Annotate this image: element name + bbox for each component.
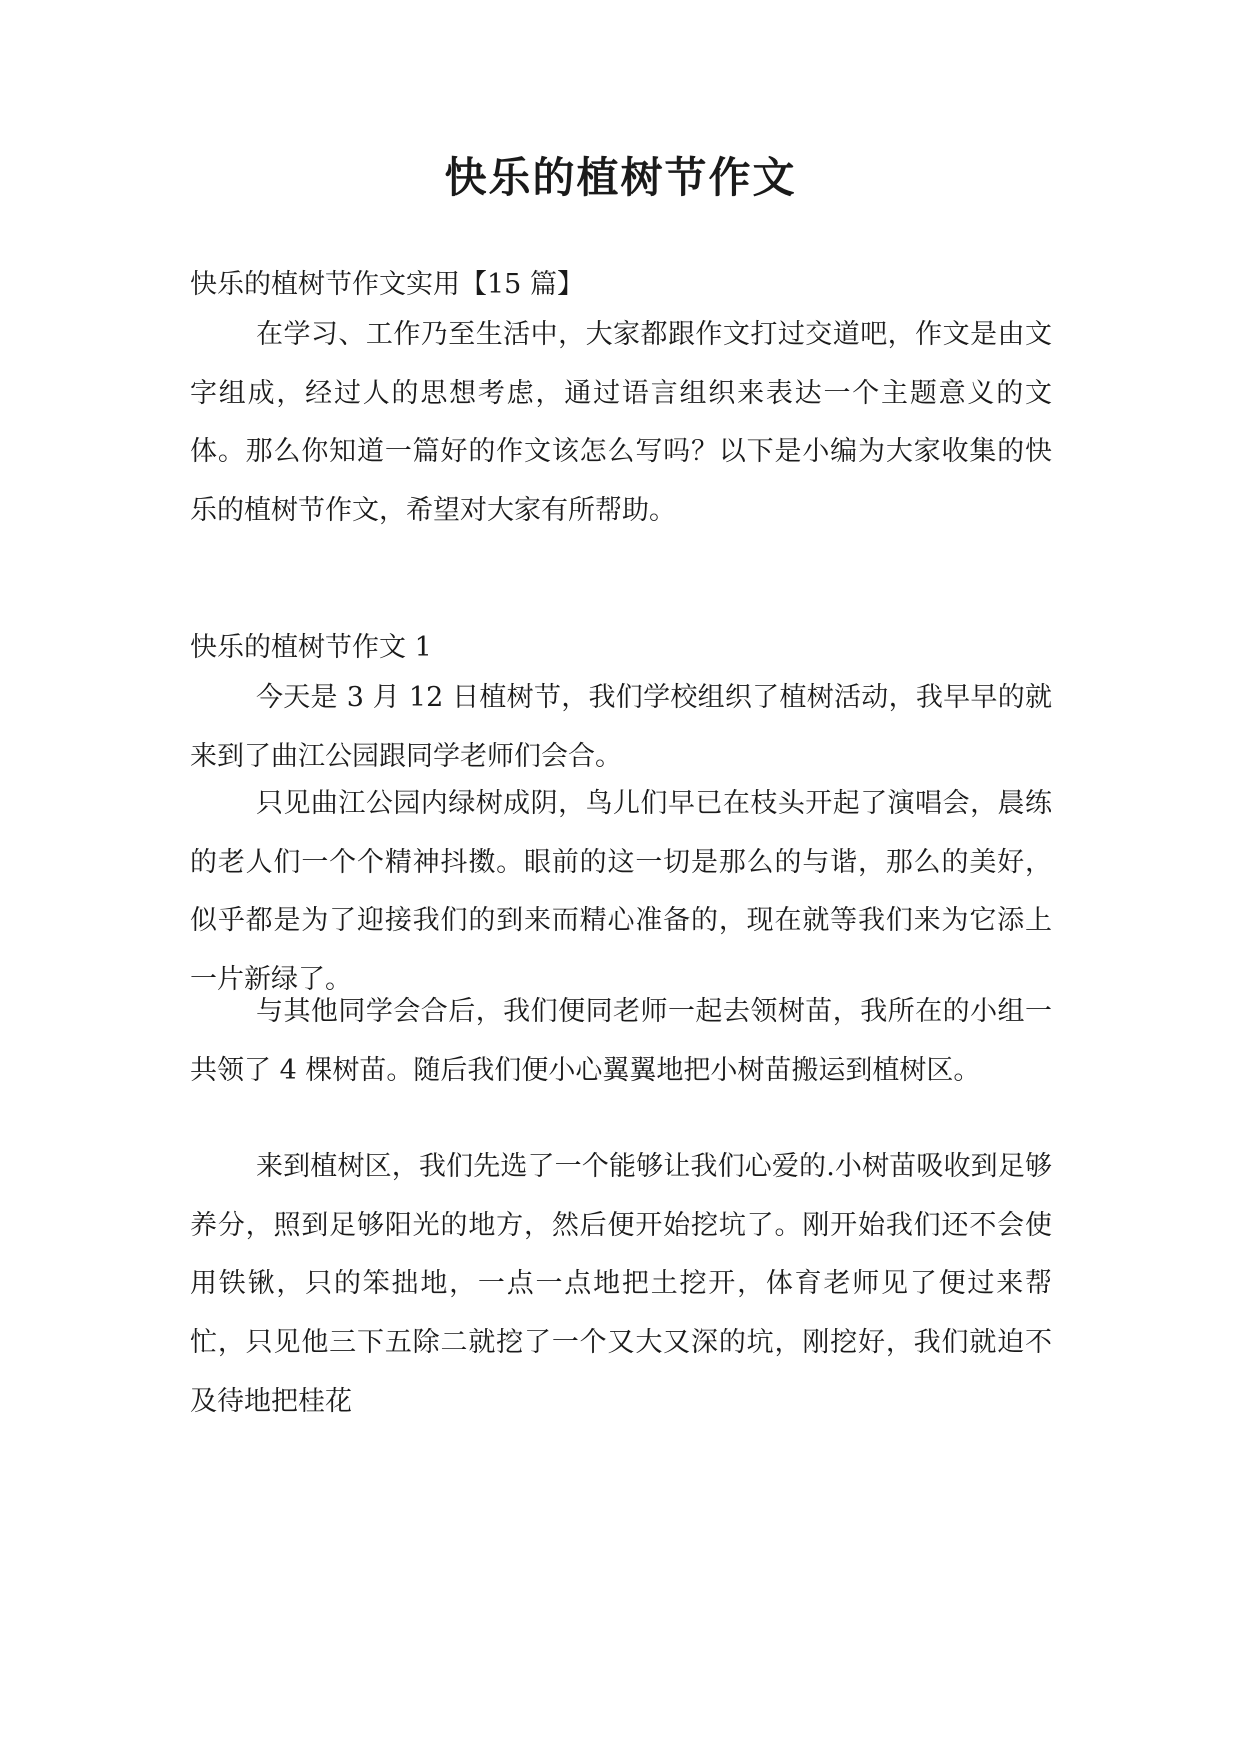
intro-paragraph: 在学习、工作乃至生活中，大家都跟作文打过交道吧，作文是由文字组成，经过人的思想考虑，通过语言组织来表达一个主题意义的文体。那么你知道一篇好的作文该怎么写吗？以下是小编为大家收集的快乐的植树节作文，希望对大家有所帮助。	[190, 319, 1052, 527]
body-paragraph: 与其他同学会合后，我们便同老师一起去领树苗，我所在的小组一共领了 4 棵树苗。随后我们便小心翼翼地把小树苗搬运到植树区。	[190, 996, 1052, 1086]
body-paragraph: 今天是 3 月 12 日植树节，我们学校组织了植树活动，我早早的就来到了曲江公园跟同学老师们会合。	[190, 682, 1052, 772]
document-subtitle: 快乐的植树节作文实用【15 篇】	[190, 269, 584, 300]
body-paragraph: 只见曲江公园内绿树成阴，鸟儿们早已在枝头开起了演唱会，晨练的老人们一个个精神抖擞。眼前的这一切是那么的与谐，那么的美好，似乎都是为了迎接我们的到来而精心准备的，现在就等我们来为它添上一片新绿了。	[190, 788, 1052, 996]
body-paragraph: 来到植树区，我们先选了一个能够让我们心爱的.小树苗吸收到足够养分，照到足够阳光的地方，然后便开始挖坑了。刚开始我们还不会使用铁锹，只的笨拙地，一点一点地把土挖开，体育老师见了便过来帮忙，只见他三下五除二就挖了一个又大又深的坑，刚挖好，我们就迫不及待地把桂花	[190, 1151, 1052, 1417]
section-heading: 快乐的植树节作文 1	[190, 632, 432, 663]
document-title: 快乐的植树节作文	[444, 153, 797, 202]
